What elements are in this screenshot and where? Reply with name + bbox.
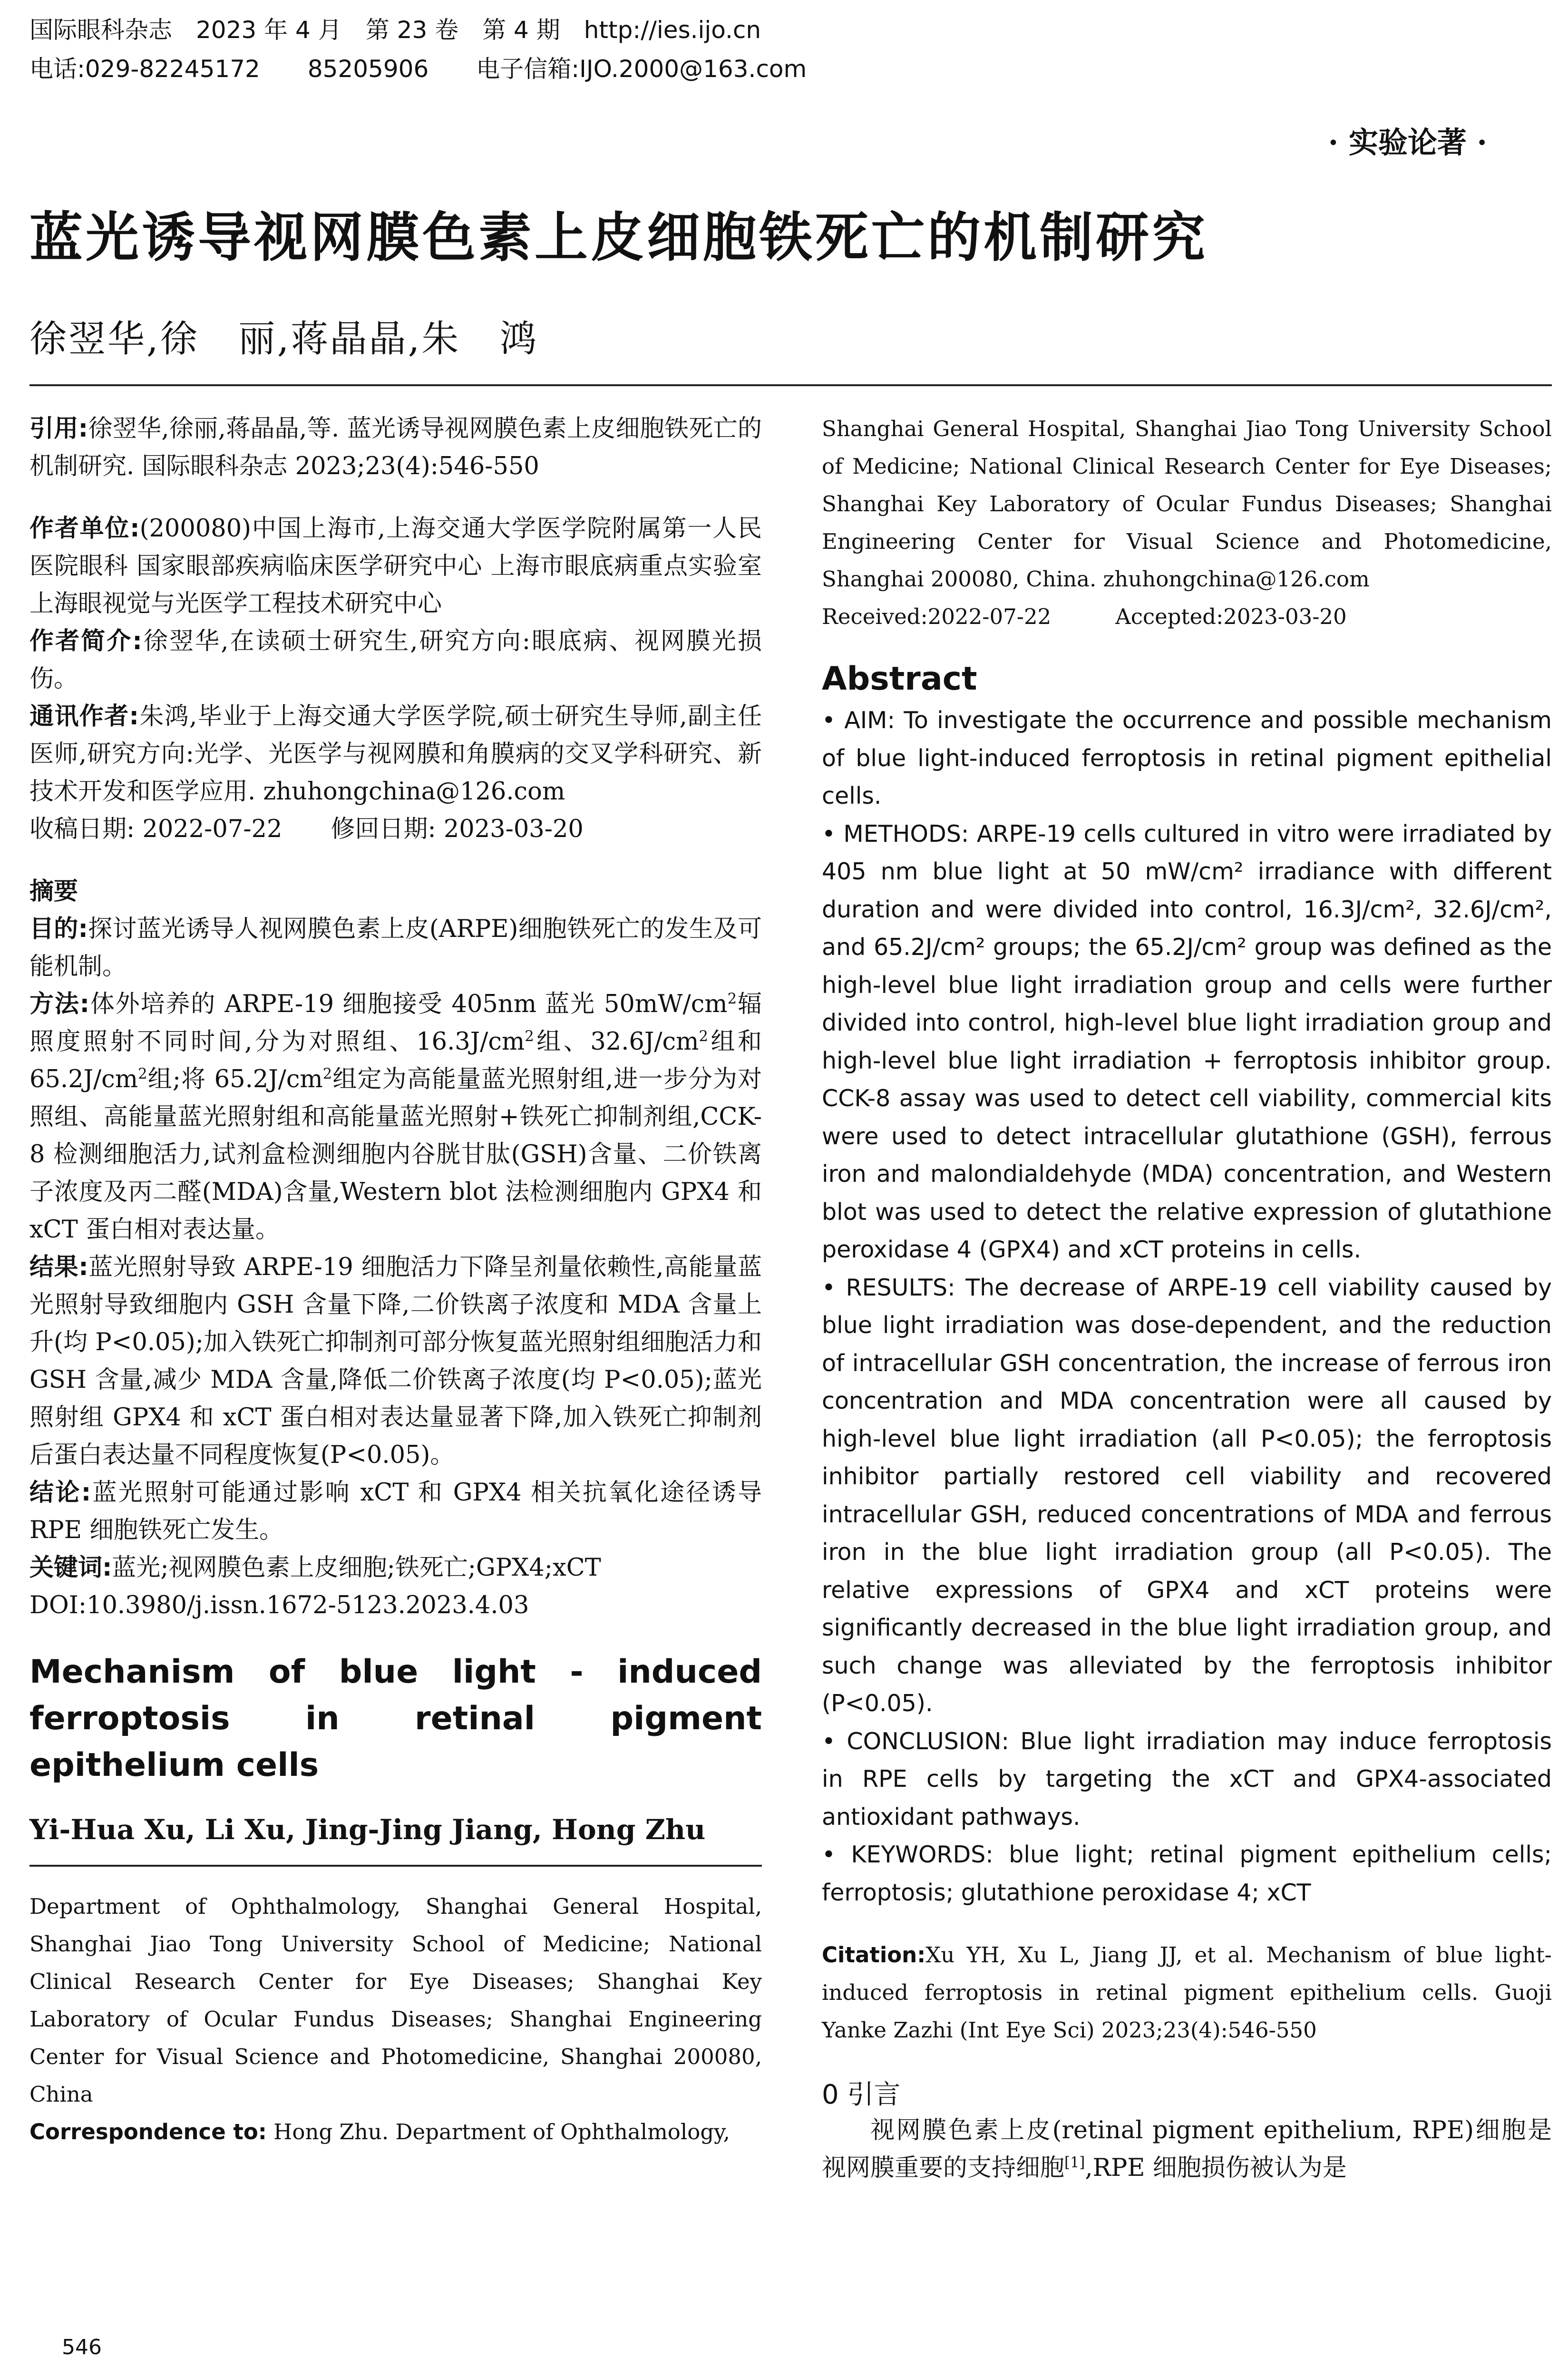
methods-en: • METHODS: ARPE-19 cells cultured in vitro were irradiated by 405 nm blue light at 50 mW/cm² irradiance with different duration and were divided into control, 16.3J/cm², 32.6J/cm², and 65.2J/cm² groups; the 65.2J/cm² group was defined as the high-level blue light irradiation group and cells were further divided into control, high-level blue light irradiation group and high-level blue light irradiation + ferroptosis inhibitor group. CCK-8 assay was used to detect cell viability, commercial kits were used to detect intracellular glutathione (GSH), ferrous iron and malondialdehyde (MDA) concentration, and Western blot was used to detect the relative expression of glutathione peroxidase 4 (GPX4) and xCT proteins in cells. — [822, 820, 1552, 1263]
abstract-heading-cn: 摘要 — [29, 877, 78, 906]
intro-heading: 0 引言 — [822, 2079, 901, 2110]
aim-cn: 目的:探讨蓝光诱导人视网膜色素上皮(ARPE)细胞铁死亡的发生及可能机制。 — [29, 915, 762, 981]
dates-cn: 收稿日期: 2022-07-22 修回日期: 2023-03-20 — [29, 815, 584, 843]
results-en: • RESULTS: The decrease of ARPE-19 cell viability caused by blue light irradiation was dose-dependent, and the reduction of intracellular GSH concentration, the increase of ferrous iron concentration and MDA concentration were all caused by high-level blue light irradiation (all P<0.05); the ferroptosis inhibitor partially restored cell viability and recovered intracellular GSH, reduced concentrations of MDA and ferrous iron in the blue light irradiation group (all P<0.05). The relative expressions of GPX4 and xCT proteins were significantly decreased in the blue light irradiation group, and such change was alleviated by the ferroptosis inhibitor (P<0.05). — [822, 1274, 1552, 1717]
keywords-cn: 关键词:蓝光;视网膜色素上皮细胞;铁死亡;GPX4;xCT — [29, 1554, 601, 1582]
journal-header-line2: 电话:029-82245172 85205906 电子信箱:IJO.2000@163.com — [29, 55, 807, 83]
authors-en: Yi-Hua Xu, Li Xu, Jing-Jing Jiang, Hong Zhu — [29, 1813, 706, 1846]
keywords-en: • KEYWORDS: blue light; retinal pigment epithelium cells; ferroptosis; glutathione peroxidase 4; xCT — [822, 1841, 1552, 1906]
correspondence-en: Correspondence to: Hong Zhu. Department of Ophthalmology, — [29, 2119, 730, 2144]
citation-cn: 引用:徐翌华,徐丽,蒋晶晶,等. 蓝光诱导视网膜色素上皮细胞铁死亡的机制研究. 国际眼科杂志 2023;23(4):546-550 — [29, 415, 762, 480]
conclusion-en: • CONCLUSION: Blue light irradiation may induce ferroptosis in RPE cells by targeting the xCT and GPX4-associated antioxidant pathways. — [822, 1727, 1552, 1831]
results-cn: 结果:蓝光照射导致 ARPE-19 细胞活力下降呈剂量依赖性,高能量蓝光照射导致细胞内 GSH 含量下降,二价铁离子浓度和 MDA 含量上升(均 P<0.05);加入铁死亡抑制剂可部分恢复蓝光照射组细胞活力和 GSH 含量,减少 MDA 含量,降低二价铁离子浓度(均 P<0.05);蓝光照射组 GPX4 和 xCT 蛋白相对表达量显著下降,加入铁死亡抑制剂后蛋白表达量不同程度恢复(P<0.05)。 — [29, 1253, 762, 1469]
citation-en: Citation:Xu YH, Xu L, Jiang JJ, et al. Mechanism of blue light-induced ferroptosis in retinal pigment epithelium cells. Guoji Yanke Zazhi (Int Eye Sci) 2023;23(4):546-550 — [822, 1942, 1552, 2043]
correspondence-en-cont: Shanghai General Hospital, Shanghai Jiao Tong University School of Medicine; National Clinical Research Center for Eye Diseases; Shanghai Key Laboratory of Ocular Fundus Diseases; Shanghai Engineering Center for Visual Science and Photomedicine, Shanghai 200080, China. zhuhongchina@126.com — [822, 416, 1552, 592]
title-en: Mechanism of blue light - induced ferroptosis in retinal pigment epithelium cells — [29, 1653, 762, 1784]
corresponding-author-cn: 通讯作者:朱鸿,毕业于上海交通大学医学院,硕士研究生导师,副主任医师,研究方向:光学、光医学与视网膜和角膜病的交叉学科研究、新技术开发和医学应用. zhuhongchina@126.com — [29, 702, 762, 806]
abstract-heading-en: Abstract — [822, 660, 977, 698]
journal-header-line1: 国际眼科杂志 2023 年 4 月 第 23 卷 第 4 期 http://ies.ijo.cn — [29, 16, 761, 44]
section-tag: · 实验论著 · — [1328, 125, 1487, 160]
page-number: 546 — [62, 2335, 102, 2359]
authors-cn: 徐翌华,徐 丽,蒋晶晶,朱 鸿 — [29, 318, 539, 360]
header-rule — [29, 384, 1552, 386]
aim-en: • AIM: To investigate the occurrence and possible mechanism of blue light-induced ferroptosis in retinal pigment epithelial cells. — [822, 707, 1552, 809]
author-bio: 作者简介:徐翌华,在读硕士研究生,研究方向:眼底病、视网膜光损伤。 — [29, 627, 762, 693]
paper-title: 蓝光诱导视网膜色素上皮细胞铁死亡的机制研究 — [29, 207, 1208, 269]
methods-cn: 方法:体外培养的 ARPE-19 细胞接受 405nm 蓝光 $50mW/cm^2$辐照度照射不同时间,分为对照组、$16.3J/cm^2$组、$32.6J/cm^2$组和 $65.2J/cm^2$组;将 $65.2J/cm^2$组定为高能量蓝光照射组,进一步分为对照组、高能量蓝光照射组和高能量蓝光照射+铁死亡抑制剂组,CCK-8 检测细胞活力,试剂盒检测细胞内谷胱甘肽(GSH)含量、二价铁离子浓度及丙二醛(MDA)含量,Western blot 法检测细胞内 GPX4 和 xCT 蛋白相对表达量。 — [29, 990, 762, 1244]
authors-en-rule — [29, 1865, 762, 1867]
left-column — [29, 410, 762, 2151]
received-accepted: Received:2022-07-22 Accepted:2023-03-20 — [822, 604, 1347, 629]
right-column — [822, 410, 1552, 2187]
conclusion-cn: 结论:蓝光照射可能通过影响 xCT 和 GPX4 相关抗氧化途径诱导 RPE 细胞铁死亡发生。 — [29, 1479, 762, 1544]
intro-paragraph: 视网膜色素上皮(retinal pigment epithelium, RPE)细胞是视网膜重要的支持细胞[1],RPE 细胞损伤被认为是 — [822, 2116, 1552, 2182]
affiliation-en: Department of Ophthalmology, Shanghai General Hospital, Shanghai Jiao Tong University School of Medicine; National Clinical Research Center for Eye Diseases; Shanghai Key Laboratory of Ocular Fundus Diseases; Shanghai Engineering Center for Visual Science and Photomedicine, Shanghai 200080, China — [29, 1894, 762, 2107]
affiliation-cn: 作者单位:(200080)中国上海市,上海交通大学医学院附属第一人民医院眼科 国家眼部疾病临床医学研究中心 上海市眼底病重点实验室 上海眼视觉与光医学工程技术研究中心 — [29, 515, 762, 618]
doi: DOI:10.3980/j.issn.1672-5123.2023.4.03 — [29, 1591, 529, 1619]
